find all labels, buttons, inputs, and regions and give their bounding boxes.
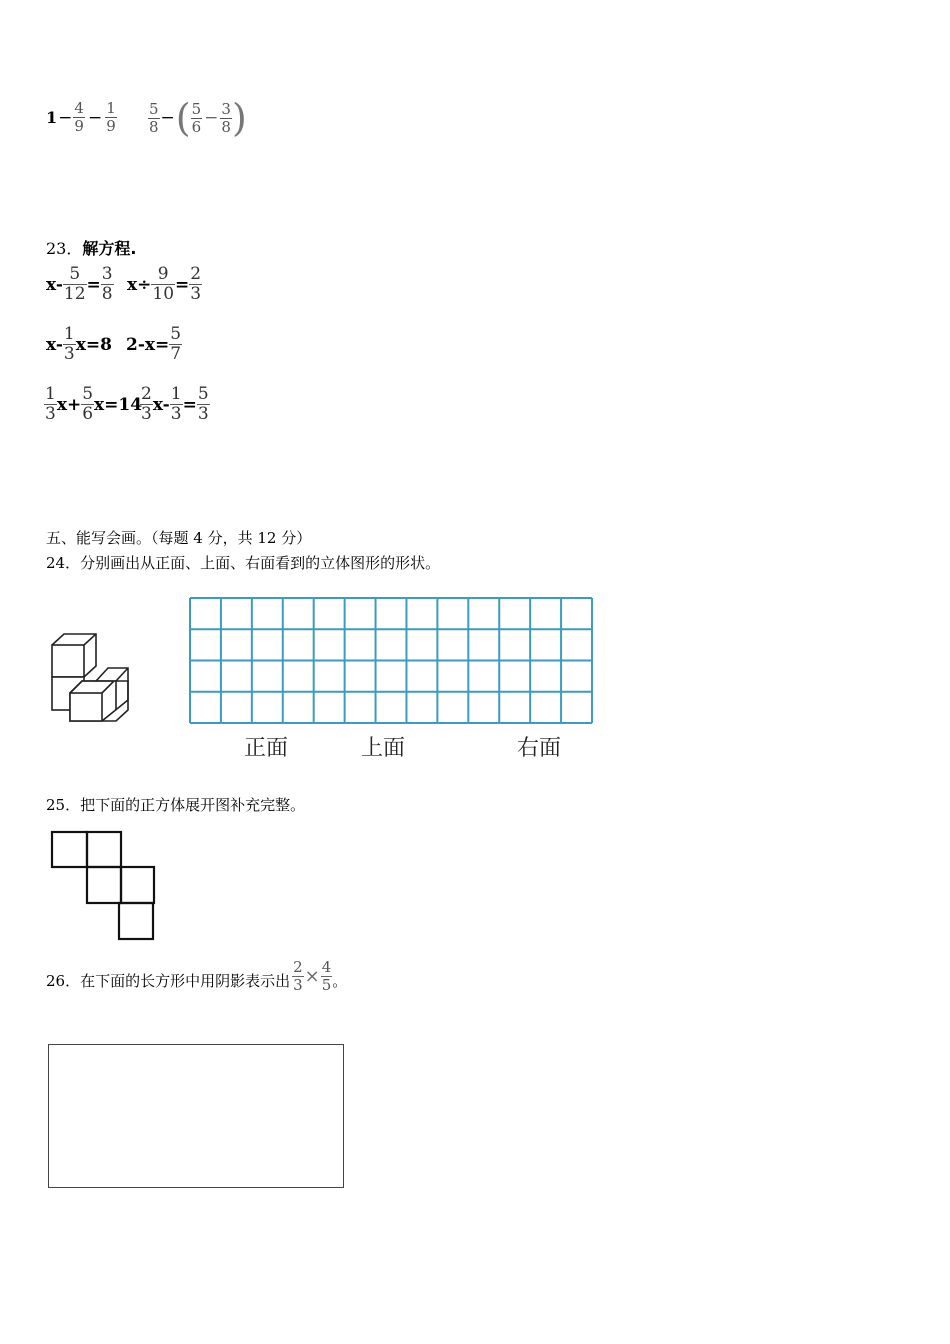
fraction: $\frac{5}{7}$ xyxy=(170,324,182,364)
question-25-text: 25．把下面的正方体展开图补充完整。 xyxy=(46,796,306,814)
fraction: $\frac{2}{3}$ xyxy=(293,958,303,994)
fraction: $\frac{4}{5}$ xyxy=(321,958,332,994)
expression-1: 1 − $\frac{4}{9}$ − $\frac{1}{9}$ xyxy=(46,99,116,135)
fraction: $\frac{5}{12}$ xyxy=(63,264,86,304)
label-top-view: 上面 xyxy=(361,736,406,761)
fraction: $\frac{5}{6}$ xyxy=(82,384,94,424)
cube-net-figure xyxy=(48,828,160,944)
section-5-heading: 五、能写会画。（每题 4 分，共 12 分） xyxy=(46,529,312,547)
equation-6: $\frac{2}{3}$ x- $\frac{1}{3}$ = $\frac{5}{3}$ xyxy=(141,384,209,424)
question-23-title: 23．解方程. xyxy=(46,239,137,258)
question-24-text: 24．分别画出从正面、上面、右面看到的立体图形的形状。 xyxy=(46,554,441,572)
fraction: $\frac{1}{3}$ xyxy=(45,384,56,424)
question-26-text: 26．在下面的长方形中用阴影表示出 $\frac{2}{3}$ × $\frac{4}{5}$ 。 xyxy=(46,958,348,994)
fraction: $\frac{5}{3}$ xyxy=(197,384,209,424)
fraction: $\frac{1}{9}$ xyxy=(106,99,116,135)
equation-2: x÷ $\frac{9}{10}$ = $\frac{2}{3}$ xyxy=(127,264,202,304)
label-right-view: 右面 xyxy=(517,736,562,761)
fraction: $\frac{1}{3}$ xyxy=(170,384,182,424)
fraction: $\frac{2}{3}$ xyxy=(190,264,202,304)
equation-5: $\frac{1}{3}$ x+ $\frac{5}{6}$ x=14 xyxy=(45,384,143,424)
fraction: $\frac{3}{8}$ xyxy=(221,99,231,136)
equation-1: x- $\frac{5}{12}$ = $\frac{3}{8}$ xyxy=(46,264,113,304)
equation-3: x- $\frac{1}{3}$ x=8 xyxy=(46,324,112,364)
label-front-view: 正面 xyxy=(244,736,289,761)
fraction: $\frac{9}{10}$ xyxy=(152,264,175,304)
fraction: $\frac{5}{8}$ xyxy=(149,99,159,136)
expression-2: $\frac{5}{8}$ − ( $\frac{5}{6}$ − $\frac{3}{8}$ ) xyxy=(149,96,247,140)
equation-4: 2-x= $\frac{5}{7}$ xyxy=(126,324,182,364)
fraction: $\frac{3}{8}$ xyxy=(101,264,113,304)
cube-stack-figure xyxy=(46,630,136,726)
fraction: $\frac{1}{3}$ xyxy=(63,324,75,364)
fraction: $\frac{2}{3}$ xyxy=(141,384,152,424)
fraction: $\frac{5}{6}$ xyxy=(191,99,202,136)
fraction: $\frac{4}{9}$ xyxy=(74,99,84,135)
drawing-grid xyxy=(188,596,594,726)
shading-rectangle xyxy=(48,1044,344,1188)
